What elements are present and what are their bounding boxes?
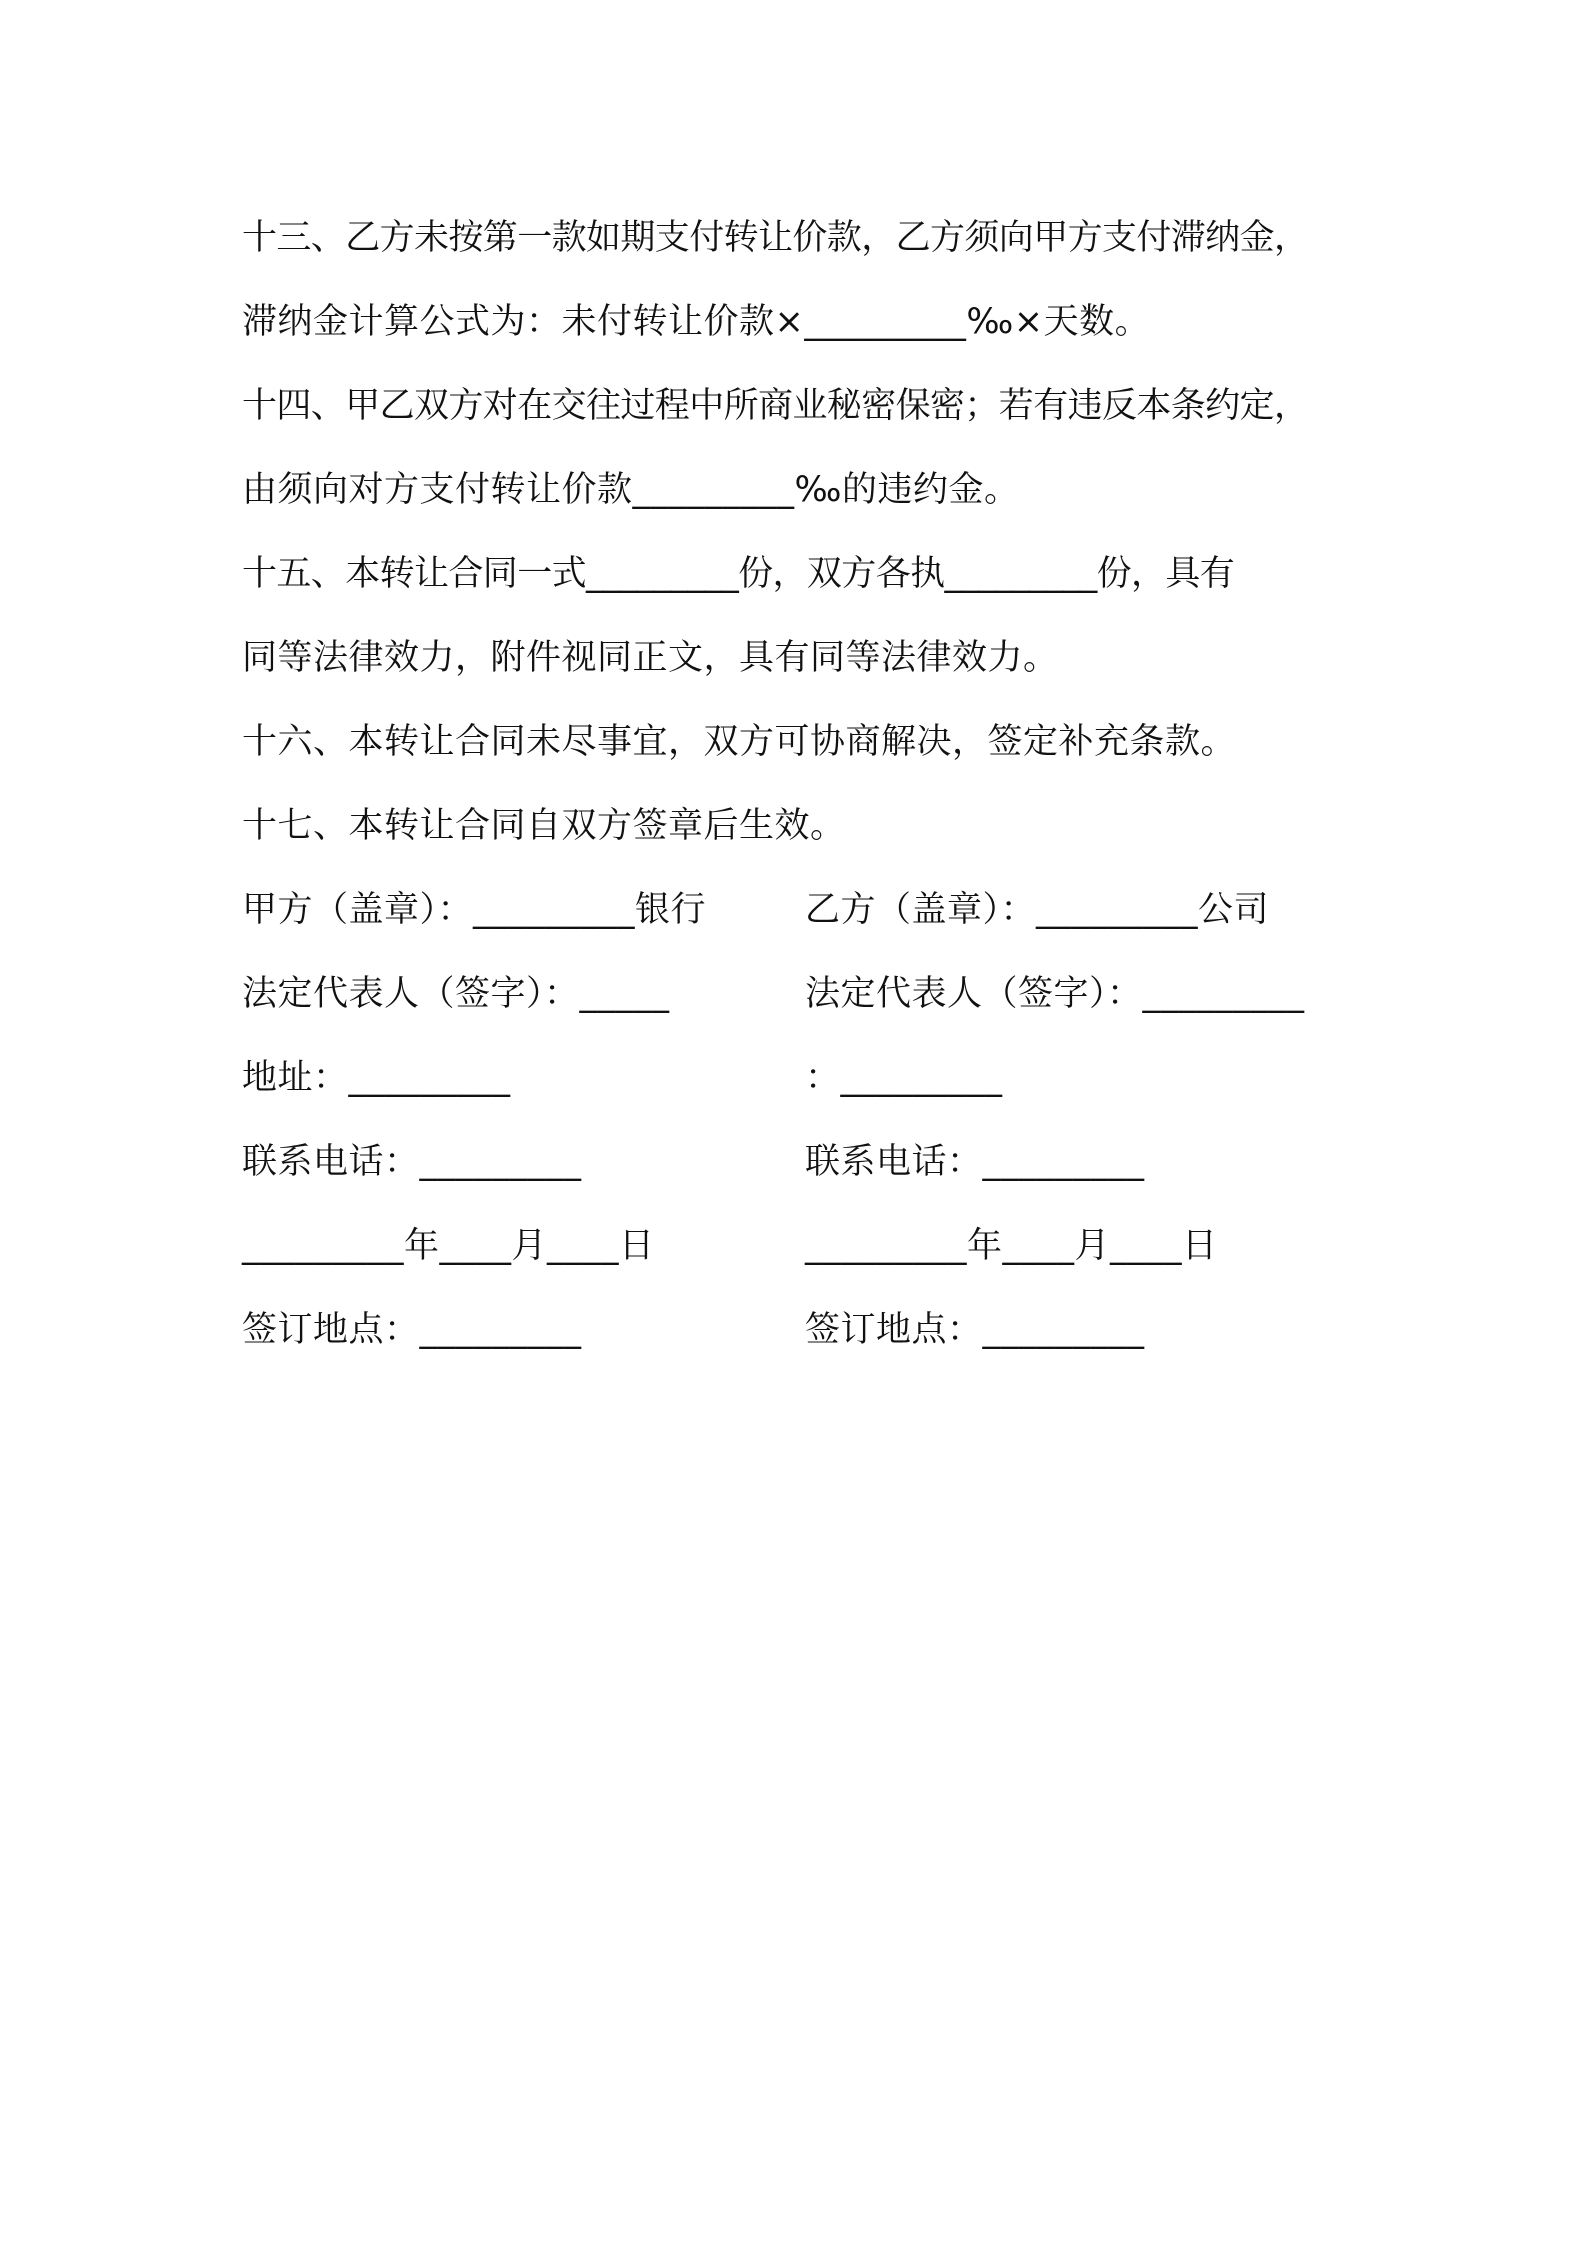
clause-13-line-1: 十三、乙方未按第一款如期支付转让价款，乙方须向甲方支付滞纳金， bbox=[242, 218, 1309, 258]
signature-row-phone bbox=[242, 1120, 1362, 1204]
party-b-phone: 联系电话：_________ bbox=[805, 1142, 1145, 1182]
clause-15-line-2: 同等法律效力，附件视同正文，具有同等法律效力。 bbox=[242, 638, 1059, 678]
party-b-representative: 法定代表人（签字）：_________ bbox=[805, 974, 1305, 1014]
party-b-address: ：_________ bbox=[805, 1058, 1003, 1098]
party-a-address: 地址：_________ bbox=[242, 1058, 511, 1098]
clause-14-line-1: 十四、甲乙双方对在交往过程中所商业秘密保密；若有违反本条约定， bbox=[242, 386, 1309, 426]
signature-row-representative bbox=[242, 952, 1362, 1036]
signature-row-address bbox=[242, 1036, 1362, 1120]
signature-row-date bbox=[242, 1204, 1362, 1288]
clause-14-line-2: 由须向对方支付转让价款_________‰的违约金。 bbox=[242, 470, 1020, 510]
document-body bbox=[242, 196, 1362, 1372]
party-b-seal: 乙方（盖章）：_________公司 bbox=[805, 890, 1270, 930]
clause-17: 十七、本转让合同自双方签章后生效。 bbox=[242, 806, 846, 846]
party-a-representative: 法定代表人（签字）：_____ bbox=[242, 974, 670, 1014]
clause-13-line-2: 滞纳金计算公式为：未付转让价款×_________‰×天数。 bbox=[242, 302, 1151, 342]
party-a-seal: 甲方（盖章）：_________银行 bbox=[242, 890, 707, 930]
signature-row-place bbox=[242, 1288, 1362, 1372]
signature-row-seal bbox=[242, 868, 1362, 952]
party-a-date: _________年____月____日 bbox=[242, 1226, 655, 1266]
party-b-date: _________年____月____日 bbox=[805, 1226, 1218, 1266]
party-b-place: 签订地点：_________ bbox=[805, 1310, 1145, 1350]
party-a-place: 签订地点：_________ bbox=[242, 1310, 582, 1350]
clause-16: 十六、本转让合同未尽事宜，双方可协商解决，签定补充条款。 bbox=[242, 722, 1237, 762]
party-a-phone: 联系电话：_________ bbox=[242, 1142, 582, 1182]
clause-15-line-1: 十五、本转让合同一式_________份，双方各执_________份，具有 bbox=[242, 554, 1235, 594]
